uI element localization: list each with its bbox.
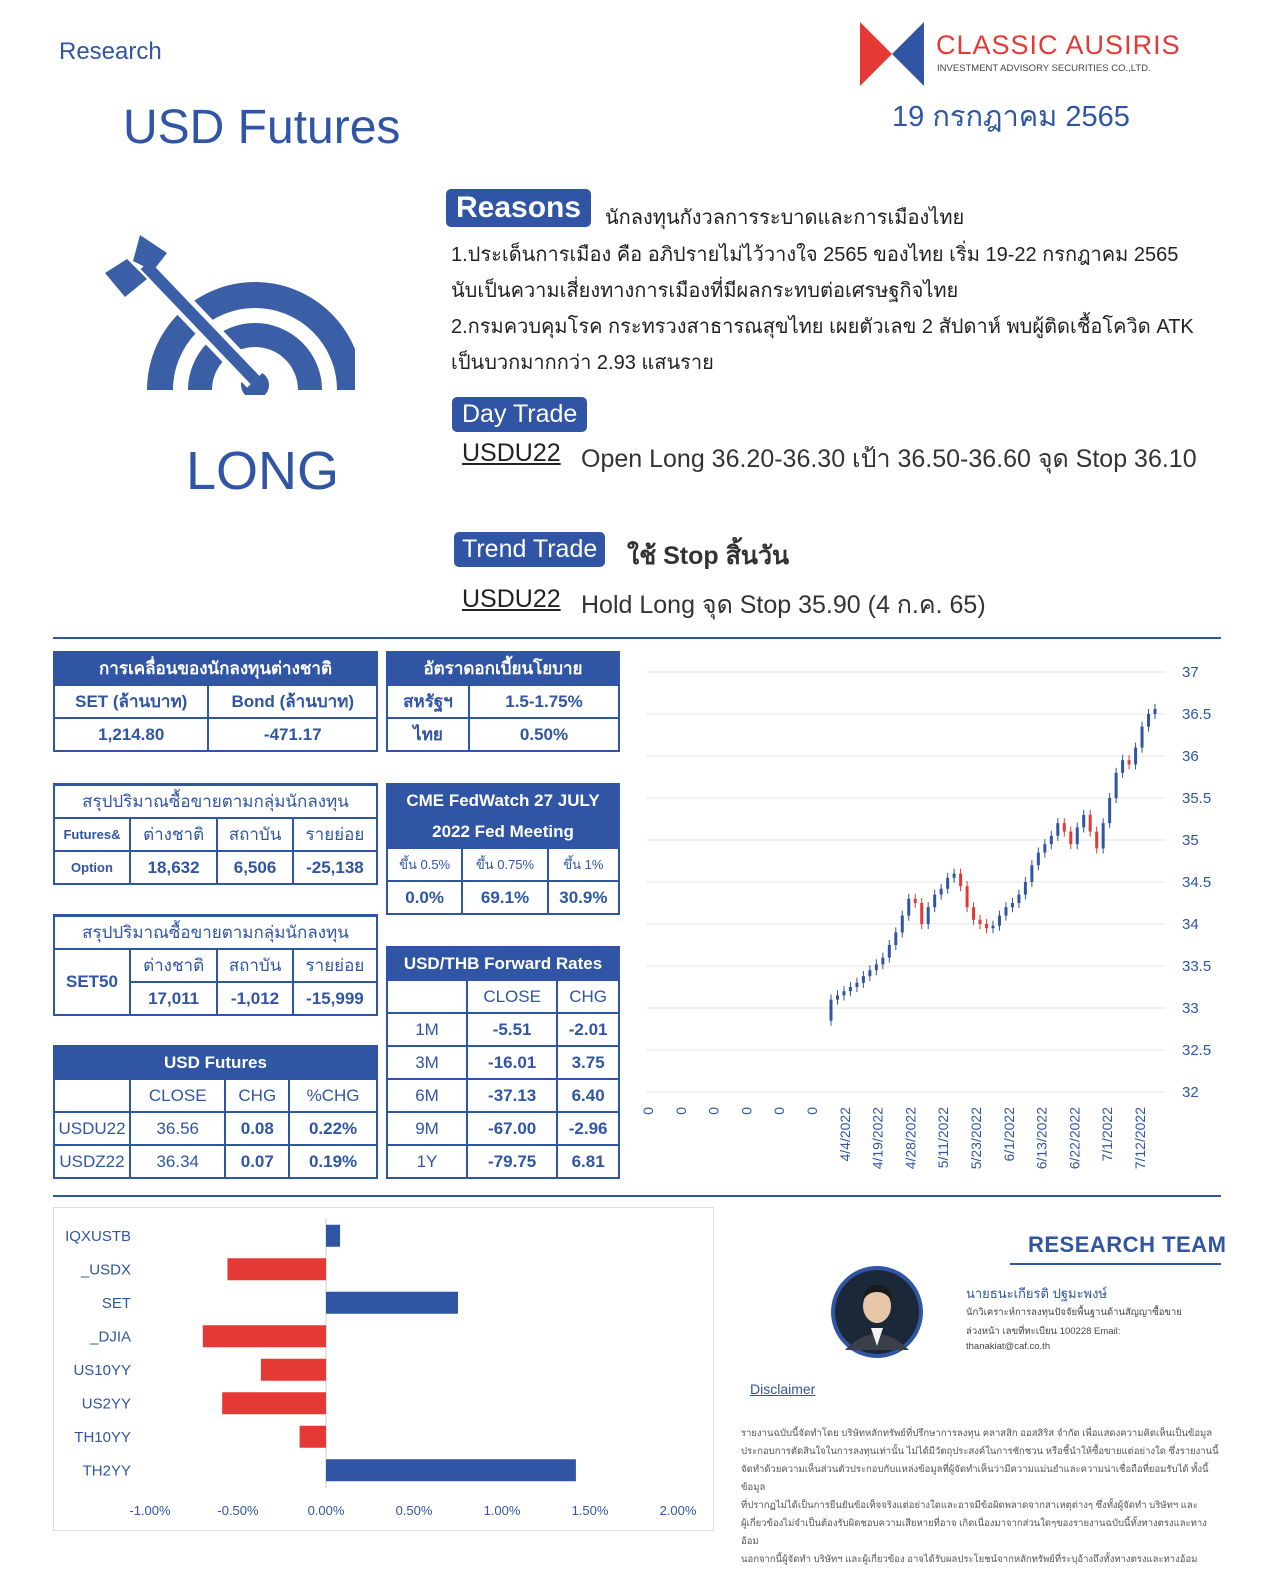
futures-flow-title: สรุปปริมาณซื้อขายตามกลุ่มนักลงทุน	[54, 785, 377, 819]
company-logo-icon	[858, 20, 926, 88]
candle-body	[920, 903, 923, 924]
set50-flow-col: รายย่อย	[293, 949, 377, 982]
candle-body	[998, 916, 1001, 926]
futures-flow-col: สถาบัน	[217, 818, 293, 851]
trend-trade-text: Hold Long จุด Stop 35.90 (4 ก.ค. 65)	[581, 591, 986, 619]
set50-flow-table	[53, 914, 378, 1016]
forward-tenor: 6M	[387, 1079, 467, 1112]
usd-futures-table	[53, 1045, 378, 1179]
research-team-title: RESEARCH TEAM	[1028, 1232, 1227, 1257]
forward-chg: 6.81	[557, 1145, 619, 1178]
foreign-flow-value: 1,214.80	[54, 718, 208, 751]
y-tick-label: 34	[1182, 916, 1199, 933]
trend-trade-tag: Trend Trade	[454, 532, 605, 567]
x-tick-label: 0	[705, 1107, 722, 1115]
usd-futures-title: USD Futures	[54, 1046, 377, 1079]
forward-chg: 3.75	[557, 1046, 619, 1079]
fedwatch-value: 30.9%	[548, 881, 619, 914]
bar-category-label: SET	[101, 1294, 131, 1312]
usd-futures-chg: 0.07	[225, 1145, 289, 1178]
disclaimer-line: นอกจากนี้ผู้จัดทำ บริษัทฯ และผู้เกี่ยวข้อง อาจได้รับผลประโยชน์จากหลักทรัพย์ที่ระบุอ้างถึงทั้งทางตรงและทางอ้อม	[741, 1554, 1198, 1565]
candle-body	[1121, 760, 1124, 773]
fedwatch-title: CME FedWatch 27 JULY	[387, 784, 619, 816]
candle-body	[1063, 823, 1066, 831]
usd-futures-pct: 0.22%	[289, 1112, 377, 1145]
bar-x-tick-label: 1.50%	[571, 1503, 609, 1518]
x-tick-label: 6/1/2022	[1000, 1107, 1017, 1162]
candle-body	[1147, 714, 1150, 727]
forward-rates-title: USD/THB Forward Rates	[387, 947, 619, 980]
x-tick-label: 4/4/2022	[836, 1107, 853, 1162]
policy-rate-country: ไทย	[387, 718, 469, 751]
x-tick-label: 5/11/2022	[935, 1107, 952, 1169]
y-tick-label: 33	[1182, 1000, 1199, 1017]
usd-futures-pct: 0.19%	[289, 1145, 377, 1178]
candle-body	[966, 886, 969, 907]
y-tick-label: 37	[1182, 664, 1199, 681]
futures-flow-value: 6,506	[217, 851, 293, 884]
candle-body	[1069, 832, 1072, 845]
x-tick-label: 7/1/2022	[1099, 1107, 1116, 1162]
forward-rates-col: CHG	[557, 980, 619, 1013]
bar-x-tick-label: 1.00%	[483, 1503, 521, 1518]
reason-line: เป็นบวกมากกว่า 2.93 แสนราย	[451, 352, 714, 374]
candle-body	[888, 945, 891, 958]
set50-flow-value: -1,012	[217, 982, 293, 1015]
candle-body	[1141, 727, 1144, 748]
fedwatch-col: ขึ้น 0.5%	[387, 848, 462, 881]
reason-line: 2.กรมควบคุมโรค กระทรวงสาธารณสุขไทย เผยตัวเลข 2 สัปดาห์ พบผู้ติดเชื้อโควิด ATK	[451, 316, 1194, 338]
candle-body	[985, 924, 988, 928]
candle-body	[842, 991, 845, 995]
bar-category-label: IQXUSTB	[65, 1227, 131, 1245]
candle-body	[959, 874, 962, 887]
y-tick-label: 34.5	[1182, 874, 1212, 891]
candle-body	[1076, 827, 1079, 844]
policy-rate-value: 0.50%	[469, 718, 619, 751]
candle-body	[830, 1000, 833, 1021]
x-tick-label: 7/12/2022	[1132, 1107, 1148, 1170]
bar	[261, 1359, 326, 1381]
x-tick-label: 0	[771, 1107, 788, 1115]
reason-line: นับเป็นความเสี่ยงทางการเมืองที่มีผลกระทบต่อเศรษฐกิจไทย	[451, 280, 959, 302]
foreign-flow-col: SET (ล้านบาท)	[54, 685, 208, 718]
candle-body	[875, 964, 878, 970]
usd-candlestick-chart	[630, 650, 1230, 1190]
y-tick-label: 36	[1182, 748, 1199, 765]
disclaimer-line: จัดทำด้วยความเห็นส่วนตัวประกอบกับแหล่งข้อมูลที่ผู้จัดทำเห็นว่ามีความแม่นยำและความน่าเชื่อถือที่ยอมรับได้ ทั้งนี้ข้อมูล	[741, 1464, 1209, 1493]
x-tick-label: 0	[804, 1107, 820, 1115]
usd-futures-close: 36.34	[130, 1145, 225, 1178]
forward-tenor: 3M	[387, 1046, 467, 1079]
forward-tenor: 1M	[387, 1013, 467, 1046]
x-tick-label: 0	[738, 1107, 755, 1115]
candle-body	[1095, 832, 1098, 849]
bar-category-label: _USDX	[80, 1261, 131, 1279]
y-tick-label: 32	[1182, 1084, 1199, 1101]
day-trade-symbol: USDU22	[462, 439, 561, 467]
bar	[227, 1258, 326, 1280]
futures-flow-label: Option	[54, 851, 130, 884]
y-tick-label: 36.5	[1182, 706, 1212, 723]
company-name: CLASSIC AUSIRIS	[936, 30, 1181, 60]
reasons-tag: Reasons	[446, 189, 591, 227]
divider-bottom	[53, 1195, 1221, 1197]
usd-futures-col: %CHG	[289, 1079, 377, 1112]
futures-flow-value: 18,632	[130, 851, 217, 884]
bar-category-label: TH2YY	[82, 1462, 131, 1480]
candle-body	[914, 899, 917, 903]
candle-body	[946, 878, 949, 889]
usd-futures-blank	[54, 1079, 130, 1112]
bar-category-label: US2YY	[81, 1395, 131, 1413]
candle-body	[1082, 815, 1085, 828]
fedwatch-subtitle: 2022 Fed Meeting	[387, 816, 619, 848]
bar	[203, 1325, 326, 1347]
bar-x-tick-label: 0.50%	[395, 1503, 433, 1518]
candle-body	[1037, 853, 1040, 866]
analyst-role: นักวิเคราะห์การลงทุนปัจจัยพื้นฐานด้านสัญญาซื้อขาย	[966, 1307, 1182, 1318]
usd-futures-chg: 0.08	[225, 1112, 289, 1145]
x-tick-label: 5/23/2022	[968, 1107, 984, 1170]
candle-body	[849, 987, 852, 991]
candle-body	[1017, 895, 1020, 903]
forward-chg: -2.01	[557, 1013, 619, 1046]
analyst-avatar	[831, 1266, 923, 1358]
candle-body	[907, 899, 910, 916]
candle-body	[1050, 836, 1053, 844]
forward-tenor: 9M	[387, 1112, 467, 1145]
x-tick-label: 6/13/2022	[1033, 1107, 1050, 1170]
x-tick-label: 4/28/2022	[902, 1107, 919, 1170]
candle-body	[1134, 748, 1137, 765]
bar-x-tick-label: -1.00%	[129, 1503, 171, 1518]
candle-body	[1043, 844, 1046, 852]
candle-body	[1004, 907, 1007, 915]
forward-close: -67.00	[467, 1112, 557, 1145]
divider-top	[53, 637, 1221, 639]
policy-rate-country: สหรัฐฯ	[387, 685, 469, 718]
futures-flow-col: ต่างชาติ	[130, 818, 217, 851]
day-trade-tag: Day Trade	[452, 397, 587, 432]
reasons-headline: นักลงทุนกังวลการระบาดและการเมืองไทย	[605, 207, 965, 229]
futures-flow-value: -25,138	[293, 851, 377, 884]
set50-flow-col: สถาบัน	[217, 949, 293, 982]
candle-body	[1108, 798, 1111, 823]
bar	[300, 1426, 326, 1448]
bar-x-tick-label: 2.00%	[659, 1503, 697, 1518]
candle-body	[1102, 823, 1105, 848]
set50-flow-value: 17,011	[130, 982, 217, 1015]
bar-x-tick-label: -0.50%	[217, 1503, 259, 1518]
candle-body	[881, 958, 884, 965]
bar-x-tick-label: 0.00%	[307, 1503, 345, 1518]
target-arrow-icon	[105, 235, 355, 395]
report-date: 19 กรกฎาคม 2565	[892, 101, 1130, 133]
candle-body	[1030, 865, 1033, 882]
futures-flow-table	[53, 783, 378, 885]
candle-body	[972, 907, 975, 920]
market-change-bar-chart	[54, 1208, 712, 1528]
disclaimer-title[interactable]: Disclaimer	[750, 1381, 816, 1397]
candle-body	[1011, 903, 1014, 907]
disclaimer-line: รายงานฉบับนี้จัดทำโดย บริษัทหลักทรัพย์ที่ปรึกษาการลงทุน คลาสสิก ออสสิริส จำกัด เพื่อแสดงความคิดเห็นเป็นข้อมูล	[741, 1428, 1213, 1439]
candle-body	[868, 970, 871, 976]
candle-body	[862, 976, 865, 983]
candle-body	[1128, 760, 1131, 764]
candle-body	[901, 916, 904, 933]
candle-body	[1089, 815, 1092, 832]
forward-close: -37.13	[467, 1079, 557, 1112]
candle-body	[1024, 882, 1027, 895]
trend-trade-symbol: USDU22	[462, 585, 561, 613]
bar	[326, 1292, 458, 1314]
company-subtitle: INVESTMENT ADVISORY SECURITIES CO.,LTD.	[937, 63, 1151, 74]
fedwatch-col: ขึ้น 0.75%	[462, 848, 547, 881]
x-tick-label: 6/22/2022	[1066, 1107, 1083, 1170]
foreign-flow-title: การเคลื่อนของนักลงทุนต่างชาติ	[54, 652, 377, 685]
fedwatch-value: 69.1%	[462, 881, 547, 914]
usd-futures-name: USDU22	[54, 1112, 130, 1145]
forward-close: -5.51	[467, 1013, 557, 1046]
policy-rate-value: 1.5-1.75%	[469, 685, 619, 718]
disclaimer-body	[741, 1425, 1221, 1569]
analyst-email[interactable]: thanakiat@caf.co.th	[966, 1341, 1051, 1352]
candle-body	[855, 983, 858, 987]
candle-body	[933, 895, 936, 908]
bar	[326, 1459, 576, 1481]
disclaimer-line: ที่ปรากฏไม่ได้เป็นการยืนยันข้อเท็จจริงแต่อย่างใดและอาจมีข้อผิดพลาดจากสาเหตุต่างๆ ซึ่งทั้งผู้จัดทำ บริษัทฯ และ	[741, 1500, 1198, 1511]
signal-label: LONG	[186, 441, 340, 501]
x-tick-label: 0	[640, 1107, 656, 1115]
forward-chg: -2.96	[557, 1112, 619, 1145]
candle-body	[953, 874, 956, 878]
candle-body	[927, 907, 930, 924]
forward-rates-table	[386, 946, 620, 1179]
forward-close: -16.01	[467, 1046, 557, 1079]
forward-tenor: 1Y	[387, 1145, 467, 1178]
bar-category-label: TH10YY	[74, 1428, 131, 1446]
futures-flow-col: รายย่อย	[293, 818, 377, 851]
bar-category-label: US10YY	[73, 1361, 131, 1379]
forward-chg: 6.40	[557, 1079, 619, 1112]
usd-futures-name: USDZ22	[54, 1145, 130, 1178]
foreign-flow-value: -471.17	[208, 718, 377, 751]
y-tick-label: 35	[1182, 832, 1199, 849]
fedwatch-col: ขึ้น 1%	[548, 848, 619, 881]
reason-line: 1.ประเด็นการเมือง คือ อภิปรายไม่ไว้วางใจ 2565 ของไทย เริ่ม 19-22 กรกฎาคม 2565	[451, 244, 1179, 266]
bar	[326, 1225, 340, 1247]
candle-body	[894, 932, 897, 945]
policy-rate-title: อัตราดอกเบี้ยนโยบาย	[387, 652, 619, 685]
fedwatch-table	[386, 783, 620, 915]
policy-rate-table	[386, 651, 620, 752]
candle-body	[1115, 773, 1118, 798]
set50-flow-title: สรุปปริมาณซื้อขายตามกลุ่มนักลงทุน	[54, 916, 377, 950]
fedwatch-value: 0.0%	[387, 881, 462, 914]
forward-rates-blank	[387, 980, 467, 1013]
forward-close: -79.75	[467, 1145, 557, 1178]
futures-flow-label: Futures&	[54, 818, 130, 851]
y-tick-label: 35.5	[1182, 790, 1212, 807]
y-tick-label: 33.5	[1182, 958, 1212, 975]
set50-flow-label: SET50	[54, 949, 130, 1015]
disclaimer-line: ผู้เกี่ยวข้องไม่จำเป็นต้องรับผิดชอบความเสียหายที่อาจ เกิดเนื่องมาจากส่วนใดๆของรายงานฉบับนี้ทั้งทางตรงและทางอ้อม	[741, 1518, 1207, 1547]
analyst-role: ล่วงหน้า เลขที่ทะเบียน 100228 Email:	[966, 1326, 1121, 1337]
page-title: USD Futures	[123, 101, 401, 154]
foreign-flow-table	[53, 651, 378, 752]
set50-flow-value: -15,999	[293, 982, 377, 1015]
bar	[222, 1392, 326, 1414]
forward-rates-col: CLOSE	[467, 980, 557, 1013]
day-trade-text: Open Long 36.20-36.30 เป้า 36.50-36.60 จุด Stop 36.10	[581, 445, 1197, 473]
candle-body	[836, 995, 839, 999]
candle-body	[979, 920, 982, 924]
set50-flow-col: ต่างชาติ	[130, 949, 217, 982]
x-tick-label: 0	[672, 1107, 689, 1115]
candle-body	[992, 926, 995, 929]
candle-body	[1056, 823, 1059, 836]
trend-trade-note: ใช้ Stop สิ้นวัน	[627, 542, 790, 570]
usd-futures-col: CLOSE	[130, 1079, 225, 1112]
analyst-name: นายธนะเกียรติ ปฐมะพงษ์	[966, 1286, 1108, 1301]
section-label: Research	[59, 38, 162, 65]
disclaimer-line: ประกอบการตัดสินใจในการลงทุนเท่านั้น ไม่ได้มีวัตถุประสงค์ในการชักชวน หรือชี้นำให้ซื้อขายแต่อย่างใด ซึ่งรายงานนี้	[741, 1446, 1219, 1457]
research-team-underline	[1010, 1263, 1221, 1265]
x-tick-label: 4/19/2022	[869, 1107, 886, 1170]
candle-body	[940, 889, 943, 895]
bar-category-label: _DJIA	[90, 1328, 131, 1346]
y-tick-label: 32.5	[1182, 1042, 1212, 1059]
foreign-flow-col: Bond (ล้านบาท)	[208, 685, 377, 718]
candle-body	[1154, 709, 1157, 714]
usd-futures-close: 36.56	[130, 1112, 225, 1145]
usd-futures-col: CHG	[225, 1079, 289, 1112]
